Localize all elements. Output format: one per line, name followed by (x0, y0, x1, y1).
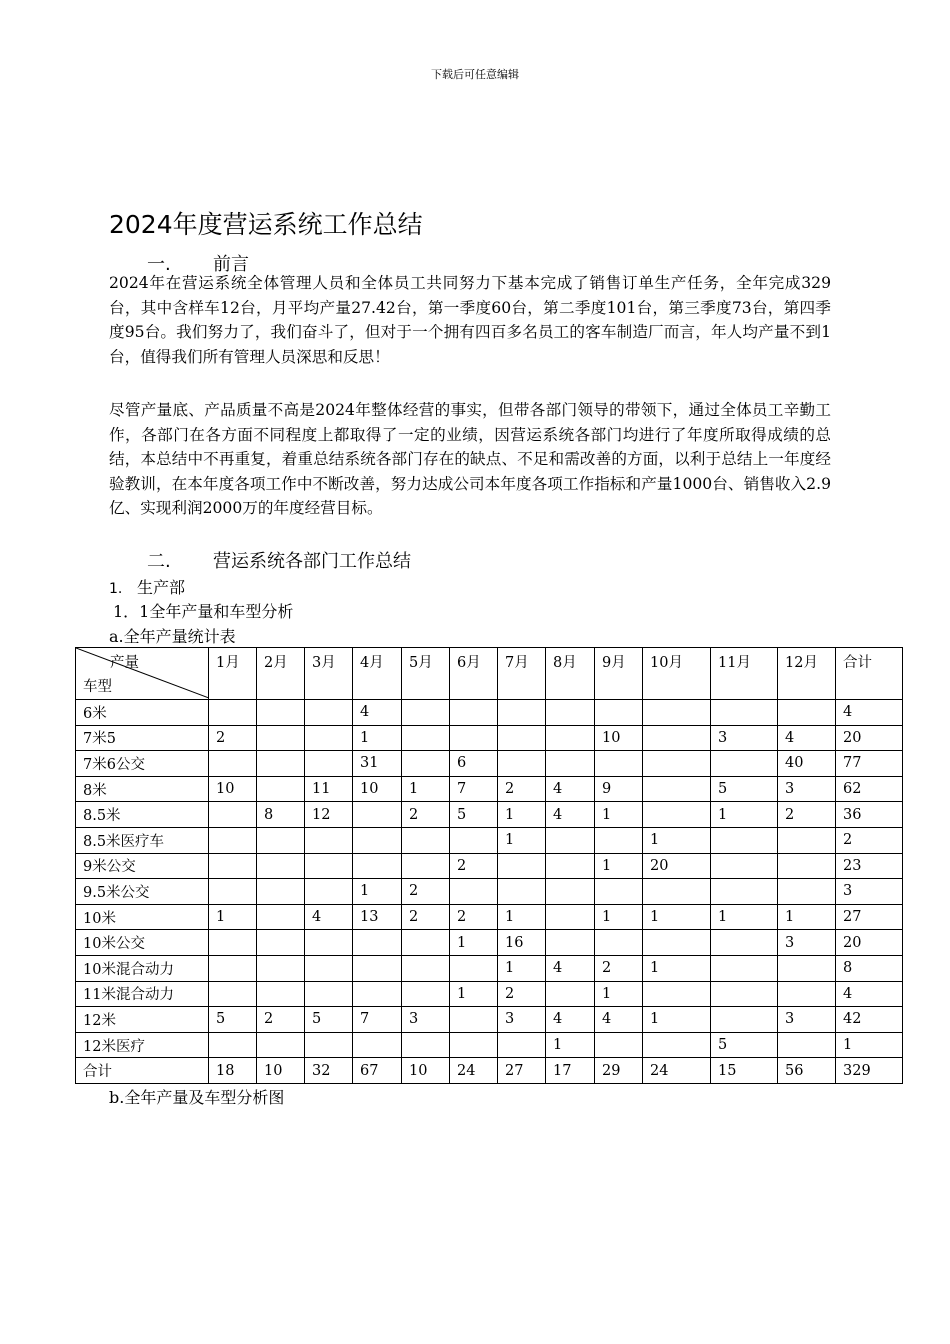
table-cell: 4 (836, 700, 903, 726)
table-cell (257, 981, 305, 1007)
table-header-cell: 6月 (450, 648, 498, 700)
table-row (76, 1032, 903, 1058)
table-cell (402, 827, 450, 853)
table-cell (305, 725, 353, 751)
table-cell: 1 (450, 981, 498, 1007)
table-cell: 1 (711, 904, 778, 930)
table-cell: 4 (595, 1007, 643, 1033)
table-cell (450, 827, 498, 853)
table-header-cell: 合计 (836, 648, 903, 700)
table-cell (450, 1007, 498, 1033)
table-cell: 12 (305, 802, 353, 828)
table-cell: 5 (209, 1007, 257, 1033)
corner-label-model: 车型 (83, 679, 112, 695)
table-cell (778, 700, 836, 726)
table-cell: 2 (402, 879, 450, 905)
table-cell (546, 930, 595, 956)
table-cell (643, 1032, 711, 1058)
section-number: 二. (147, 551, 171, 572)
table-cell (643, 725, 711, 751)
table-cell (353, 1032, 402, 1058)
table-cell (546, 700, 595, 726)
table-cell: 2 (209, 725, 257, 751)
table-cell: 4 (778, 725, 836, 751)
table-cell (595, 879, 643, 905)
table-cell (305, 930, 353, 956)
table-cell: 10 (595, 725, 643, 751)
section-title: 营运系统各部门工作总结 (213, 551, 411, 572)
table-cell (546, 853, 595, 879)
table-cell: 36 (836, 802, 903, 828)
table-header-cell: 12月 (778, 648, 836, 700)
table-caption: a.全年产量统计表 (109, 627, 236, 646)
table-cell (209, 1032, 257, 1058)
table-cell: 1 (353, 725, 402, 751)
table-cell (257, 827, 305, 853)
table-cell (257, 853, 305, 879)
table-row-label: 9米公交 (76, 853, 209, 879)
table-cell: 67 (353, 1058, 402, 1084)
table-row (76, 700, 903, 726)
table-cell: 5 (305, 1007, 353, 1033)
table-cell (450, 700, 498, 726)
table-cell (209, 700, 257, 726)
table-cell: 1 (643, 955, 711, 981)
table-cell: 2 (595, 955, 643, 981)
table-cell: 10 (353, 776, 402, 802)
table-cell: 2 (450, 904, 498, 930)
table-cell: 10 (402, 1058, 450, 1084)
table-cell: 1 (595, 904, 643, 930)
table-cell (209, 981, 257, 1007)
table-cell: 56 (778, 1058, 836, 1084)
table-header-cell: 11月 (711, 648, 778, 700)
table-cell (498, 1032, 546, 1058)
table-cell (643, 751, 711, 777)
table-cell: 2 (450, 853, 498, 879)
section-title: 前言 (213, 254, 249, 275)
table-cell (595, 827, 643, 853)
table-cell: 31 (353, 751, 402, 777)
table-cell (402, 700, 450, 726)
table-cell: 4 (305, 904, 353, 930)
table-cell: 4 (546, 1007, 595, 1033)
table-cell (711, 930, 778, 956)
table-cell: 7 (450, 776, 498, 802)
table-cell: 16 (498, 930, 546, 956)
table-cell (498, 879, 546, 905)
table-cell: 1 (836, 1032, 903, 1058)
table-row-label: 8.5米 (76, 802, 209, 828)
table-cell (778, 981, 836, 1007)
table-row-label: 合计 (76, 1058, 209, 1084)
table-cell: 1 (546, 1032, 595, 1058)
table-cell: 40 (778, 751, 836, 777)
table-cell: 2 (836, 827, 903, 853)
table-cell (353, 930, 402, 956)
table-cell (209, 802, 257, 828)
table-row-label: 10米 (76, 904, 209, 930)
table-cell (257, 725, 305, 751)
table-row-label: 7米5 (76, 725, 209, 751)
table-cell: 10 (209, 776, 257, 802)
table-cell (595, 930, 643, 956)
table-cell (209, 955, 257, 981)
table-cell (643, 981, 711, 1007)
table-cell (546, 725, 595, 751)
table-cell (257, 879, 305, 905)
table-cell: 4 (546, 955, 595, 981)
table-corner-cell (76, 648, 209, 700)
table-cell: 1 (498, 802, 546, 828)
table-cell (305, 700, 353, 726)
table-cell: 1 (711, 802, 778, 828)
table-cell: 24 (643, 1058, 711, 1084)
table-cell: 6 (450, 751, 498, 777)
table-cell: 2 (402, 904, 450, 930)
table-cell (450, 879, 498, 905)
table-cell: 1 (498, 955, 546, 981)
table-header-row (76, 648, 903, 700)
table-cell: 3 (836, 879, 903, 905)
table-cell: 42 (836, 1007, 903, 1033)
table-row-label: 11米混合动力 (76, 981, 209, 1007)
table-cell: 4 (546, 776, 595, 802)
table-cell: 7 (353, 1007, 402, 1033)
table-cell: 24 (450, 1058, 498, 1084)
section-number: 一. (147, 254, 171, 275)
table-cell (643, 930, 711, 956)
table-cell (353, 981, 402, 1007)
table-header-cell: 4月 (353, 648, 402, 700)
table-header-cell: 8月 (546, 648, 595, 700)
table-cell: 2 (402, 802, 450, 828)
table-cell: 4 (546, 802, 595, 828)
subsection-number: 1. (109, 581, 123, 597)
table-cell: 1 (402, 776, 450, 802)
table-row (76, 879, 903, 905)
table-cell (353, 802, 402, 828)
table-cell: 3 (402, 1007, 450, 1033)
table-cell: 32 (305, 1058, 353, 1084)
table-cell (402, 853, 450, 879)
table-cell (353, 827, 402, 853)
table-cell (546, 904, 595, 930)
table-row (76, 725, 903, 751)
table-cell (402, 1032, 450, 1058)
table-cell (498, 700, 546, 726)
table-cell: 1 (778, 904, 836, 930)
table-header-cell: 7月 (498, 648, 546, 700)
table-cell: 27 (836, 904, 903, 930)
table-cell (305, 981, 353, 1007)
table-header-cell: 3月 (305, 648, 353, 700)
table-row (76, 802, 903, 828)
table-cell: 1 (595, 802, 643, 828)
table-cell: 5 (711, 776, 778, 802)
table-row (76, 751, 903, 777)
table-cell (209, 853, 257, 879)
table-cell (257, 930, 305, 956)
table-cell: 15 (711, 1058, 778, 1084)
table-cell: 18 (209, 1058, 257, 1084)
table-row (76, 853, 903, 879)
table-cell: 1 (643, 827, 711, 853)
table-cell: 3 (711, 725, 778, 751)
table-cell (305, 1032, 353, 1058)
table-cell (643, 700, 711, 726)
table-cell (257, 776, 305, 802)
table-cell: 4 (836, 981, 903, 1007)
table-cell (595, 1032, 643, 1058)
table-cell: 11 (305, 776, 353, 802)
table-row-label: 7米6公交 (76, 751, 209, 777)
table-cell: 3 (778, 930, 836, 956)
table-cell: 2 (498, 981, 546, 1007)
table-row-label: 12米 (76, 1007, 209, 1033)
subsection-heading-production (109, 575, 185, 598)
table-cell: 1 (643, 1007, 711, 1033)
header-note: 下载后可任意编辑 (431, 68, 519, 81)
table-row-label: 8.5米医疗车 (76, 827, 209, 853)
table-row-label: 12米医疗 (76, 1032, 209, 1058)
table-cell (643, 879, 711, 905)
table-cell: 3 (498, 1007, 546, 1033)
table-cell: 5 (450, 802, 498, 828)
table-cell (546, 981, 595, 1007)
table-cell: 62 (836, 776, 903, 802)
table-cell (209, 751, 257, 777)
table-cell: 4 (353, 700, 402, 726)
table-cell (711, 955, 778, 981)
table-cell: 1 (498, 827, 546, 853)
table-cell (711, 751, 778, 777)
table-cell: 27 (498, 1058, 546, 1084)
table-header-cell: 9月 (595, 648, 643, 700)
table-cell (498, 751, 546, 777)
table-cell (711, 827, 778, 853)
table-cell (305, 853, 353, 879)
table-cell (546, 879, 595, 905)
table-cell: 2 (498, 776, 546, 802)
table-cell (778, 853, 836, 879)
table-cell: 77 (836, 751, 903, 777)
table-cell (450, 725, 498, 751)
table-cell (209, 930, 257, 956)
table-cell (778, 955, 836, 981)
table-cell: 3 (778, 1007, 836, 1033)
table-cell (711, 853, 778, 879)
table-cell (546, 827, 595, 853)
paragraph-preface-1: 2024年在营运系统全体管理人员和全体员工共同努力下基本完成了销售订单生产任务，全年完成329台，其中含样车12台，月平均产量27.42台，第一季度60台，第二季度101台，第三季度73台，第四季度95台。我们努力了，我们奋斗了，但对于一个拥有四百多名员工的客车制造厂而言，年人均产量不到1台，值得我们所有管理人员深思和反思！ (109, 274, 831, 366)
table-row (76, 827, 903, 853)
table-cell: 5 (711, 1032, 778, 1058)
table-cell: 13 (353, 904, 402, 930)
table-cell: 2 (257, 1007, 305, 1033)
table-cell (402, 981, 450, 1007)
table-cell (257, 700, 305, 726)
table-row (76, 930, 903, 956)
table-cell (209, 879, 257, 905)
table-cell (778, 1032, 836, 1058)
table-cell (305, 827, 353, 853)
table-cell (209, 827, 257, 853)
table-cell (257, 904, 305, 930)
subsection-title: 生产部 (137, 578, 186, 597)
table-cell (402, 955, 450, 981)
table-cell (778, 827, 836, 853)
chart-caption: b.全年产量及车型分析图 (109, 1088, 285, 1107)
table-cell: 1 (595, 981, 643, 1007)
table-cell (402, 930, 450, 956)
production-table (75, 647, 903, 1084)
table-cell (711, 700, 778, 726)
paragraph-preface-2: 尽管产量底、产品质量不高是2024年整体经营的事实，但带各部门领导的带领下，通过全体员工辛勤工作，各部门在各方面不同程度上都取得了一定的业绩，因营运系统各部门均进行了年度所取得成绩的总结，本总结中不再重复，着重总结系统各部门存在的缺点、不足和需改善的方面，以利于总结上一年度经验教训，在本年度各项工作中不断改善，努力达成公司本年度各项工作指标和产量1000台、销售收入2.9亿、实现利润2000万的年度经营目标。 (109, 401, 831, 517)
table-cell (595, 751, 643, 777)
corner-label-output: 产量 (110, 655, 139, 671)
table-cell: 1 (353, 879, 402, 905)
table-cell (402, 751, 450, 777)
table-header-cell: 2月 (257, 648, 305, 700)
table-cell: 8 (257, 802, 305, 828)
table-cell (595, 700, 643, 726)
table-cell (305, 955, 353, 981)
table-header-cell: 1月 (209, 648, 257, 700)
table-cell (257, 955, 305, 981)
table-cell (643, 776, 711, 802)
table-cell (711, 1007, 778, 1033)
table-cell (711, 879, 778, 905)
table-cell: 20 (643, 853, 711, 879)
table-cell (711, 981, 778, 1007)
table-row-label: 8米 (76, 776, 209, 802)
table-cell (450, 1032, 498, 1058)
table-cell (257, 1032, 305, 1058)
table-cell: 9 (595, 776, 643, 802)
table-cell (257, 751, 305, 777)
table-cell: 29 (595, 1058, 643, 1084)
table-row-label: 10米公交 (76, 930, 209, 956)
table-cell: 1 (498, 904, 546, 930)
subsection-heading-output-analysis: 1．1全年产量和车型分析 (113, 602, 294, 621)
table-cell (498, 725, 546, 751)
table-row (76, 955, 903, 981)
section-heading-departments (147, 547, 411, 573)
table-cell (305, 879, 353, 905)
table-row-label: 9.5米公交 (76, 879, 209, 905)
table-row-label: 6米 (76, 700, 209, 726)
table-cell (546, 751, 595, 777)
table-cell: 329 (836, 1058, 903, 1084)
document-title: 2024年度营运系统工作总结 (109, 210, 423, 239)
table-cell: 23 (836, 853, 903, 879)
table-cell: 20 (836, 725, 903, 751)
table-cell: 1 (595, 853, 643, 879)
table-cell (778, 879, 836, 905)
table-cell (450, 955, 498, 981)
table-cell (498, 853, 546, 879)
table-header-cell: 5月 (402, 648, 450, 700)
table-cell (353, 853, 402, 879)
table-row (76, 1007, 903, 1033)
table-row (76, 1058, 903, 1084)
table-header-cell: 10月 (643, 648, 711, 700)
table-cell: 1 (209, 904, 257, 930)
table-row (76, 981, 903, 1007)
table-cell: 1 (450, 930, 498, 956)
table-cell: 8 (836, 955, 903, 981)
table-cell: 1 (643, 904, 711, 930)
table-row-label: 10米混合动力 (76, 955, 209, 981)
table-cell: 2 (778, 802, 836, 828)
table-cell: 20 (836, 930, 903, 956)
table-cell: 17 (546, 1058, 595, 1084)
table-cell (402, 725, 450, 751)
table-cell (305, 751, 353, 777)
table-cell: 3 (778, 776, 836, 802)
table-row (76, 904, 903, 930)
table-cell: 10 (257, 1058, 305, 1084)
table-cell (353, 955, 402, 981)
table-cell (643, 802, 711, 828)
table-row (76, 776, 903, 802)
